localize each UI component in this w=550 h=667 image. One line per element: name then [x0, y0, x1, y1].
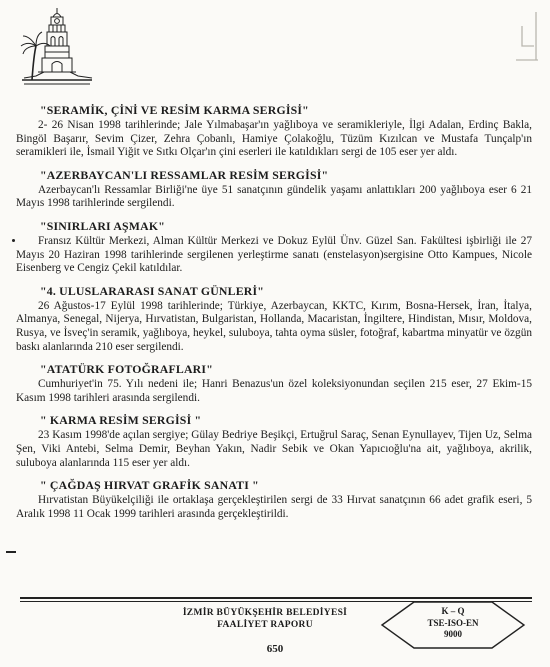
section-sanat-gunleri	[16, 284, 532, 354]
section-title: "SINIRLARI AŞMAK"	[40, 218, 165, 233]
footer-rule-top	[20, 597, 532, 599]
section-title: " ÇAĞDAŞ HIRVAT GRAFİK SANATI "	[40, 478, 259, 493]
cert-standard: TSE-ISO-EN	[427, 617, 479, 628]
cert-kq: K – Q	[441, 606, 465, 616]
document-body	[16, 103, 532, 529]
section-seramik	[16, 103, 532, 160]
section-title: "AZERBAYCAN'LI RESSAMLAR RESİM SERGİSİ"	[40, 167, 329, 182]
section-body: Azerbaycan'lı Ressamlar Birliği'ne üye 51 sanatçının gündelik yaşamı anlattıkları 200 yağlıboya eser 6 21 Mayıs 1998 tarihlerinde sergilendi.	[16, 183, 532, 210]
section-title: "4. ULUSLARARASI SANAT GÜNLERİ"	[40, 283, 265, 298]
footer-org-name: İZMİR BÜYÜKŞEHİR BELEDİYESİ	[182, 608, 348, 618]
section-sinirlari-asmak	[16, 219, 532, 276]
stray-dash-mark	[6, 551, 16, 553]
section-hirvat-grafik	[16, 478, 532, 521]
section-body: 2- 26 Nisan 1998 tarihlerinde; Jale Yılmabaşar'ın yağlıboya ve seramikleriyle, İlgi Adalan, Erdinç Bakla, Bingöl Başarır, Sevim Çizer, Zehra Çobanlı, Hamiye Çolakoğlu, Tüzüm Kızılcan ve Mustafa Tunçalp'ın seramikleri ile, İsmail Yiğit ve Sıtkı Olçar'ın çini eserleri ile katıldıkları sergi de 105 eser yer aldı.	[16, 119, 532, 159]
section-body: 26 Ağustos-17 Eylül 1998 tarihlerinde; Türkiye, Azerbaycan, KKTC, Kırım, Bosna-Hersek, İran, İtalya, Almanya, Senegal, Nijerya, Hırvatistan, Bulgaristan, Hollanda, Macaristan, İngiltere, Hindistan, Mısır, Moldova, Rusya, ve İsveç'in seramik, yağlıboya, heykel, suluboya, tahta oyma süsler, fotoğraf, kabartma minyatür ve özgün baskı alanlarında 210 eser sergilendi.	[16, 299, 532, 353]
footer-report-name: FAALİYET RAPORU	[217, 620, 313, 630]
footer-organization	[160, 607, 370, 631]
corner-ornament-icon	[508, 6, 542, 66]
section-ataturk-fotograflari	[16, 362, 532, 405]
certification-text	[378, 606, 528, 641]
stray-mark	[12, 239, 15, 242]
section-body: Hırvatistan Büyükelçiliği ile ortaklaşa gerçekleştirilen sergi de 33 Hırvat sanatçının 66 adet grafik eseri, 5 Aralık 1998 11 Ocak 1999 tarihleri arasında gerçekleştirildi.	[16, 494, 532, 520]
section-title: "SERAMİK, ÇİNİ VE RESİM KARMA SERGİSİ"	[40, 103, 309, 117]
section-azerbaycan	[16, 168, 532, 211]
section-karma-resim	[16, 413, 532, 470]
section-title: " KARMA RESİM SERGİSİ "	[40, 413, 202, 428]
page-number: 650	[266, 643, 284, 655]
clock-tower-logo-icon	[18, 6, 96, 86]
cert-number: 9000	[444, 629, 462, 639]
section-body: Cumhuriyet'in 75. Yılı nedeni ile; Hanri Benazus'un özel koleksiyonundan seçilen 215 eser, 27 Ekim-15 Kasım 1998 tarihleri arasında sergilendi.	[16, 378, 532, 404]
section-body: Fransız Kültür Merkezi, Alman Kültür Merkezi ve Dokuz Eylül Ünv. Güzel San. Fakültesi işbirliği ile 27 Mayıs 20 Haziran 1998 tarihlerinde sergilenen yerleştirme sanatı (enstelasyon)sergisine Otto Kampues, Nicole Eisenberg ve Cengiz Çekil katıldılar.	[16, 234, 532, 275]
section-title: "ATATÜRK FOTOĞRAFLARI"	[40, 362, 213, 377]
section-body: 23 Kasım 1998'de açılan sergiye; Gülay Bedriye Beşikçi, Ertuğrul Saraç, Senan Eynullayev, Tijen Uz, Selma Şen, Viki Antebi, Selma Demir, Beyhan Yakın, Nadir Sebik ve Okan Yapıcıoğlu'na ait, yağlıboya, akrilik, suluboya alanlarında 115 eser yer aldı.	[16, 429, 532, 469]
